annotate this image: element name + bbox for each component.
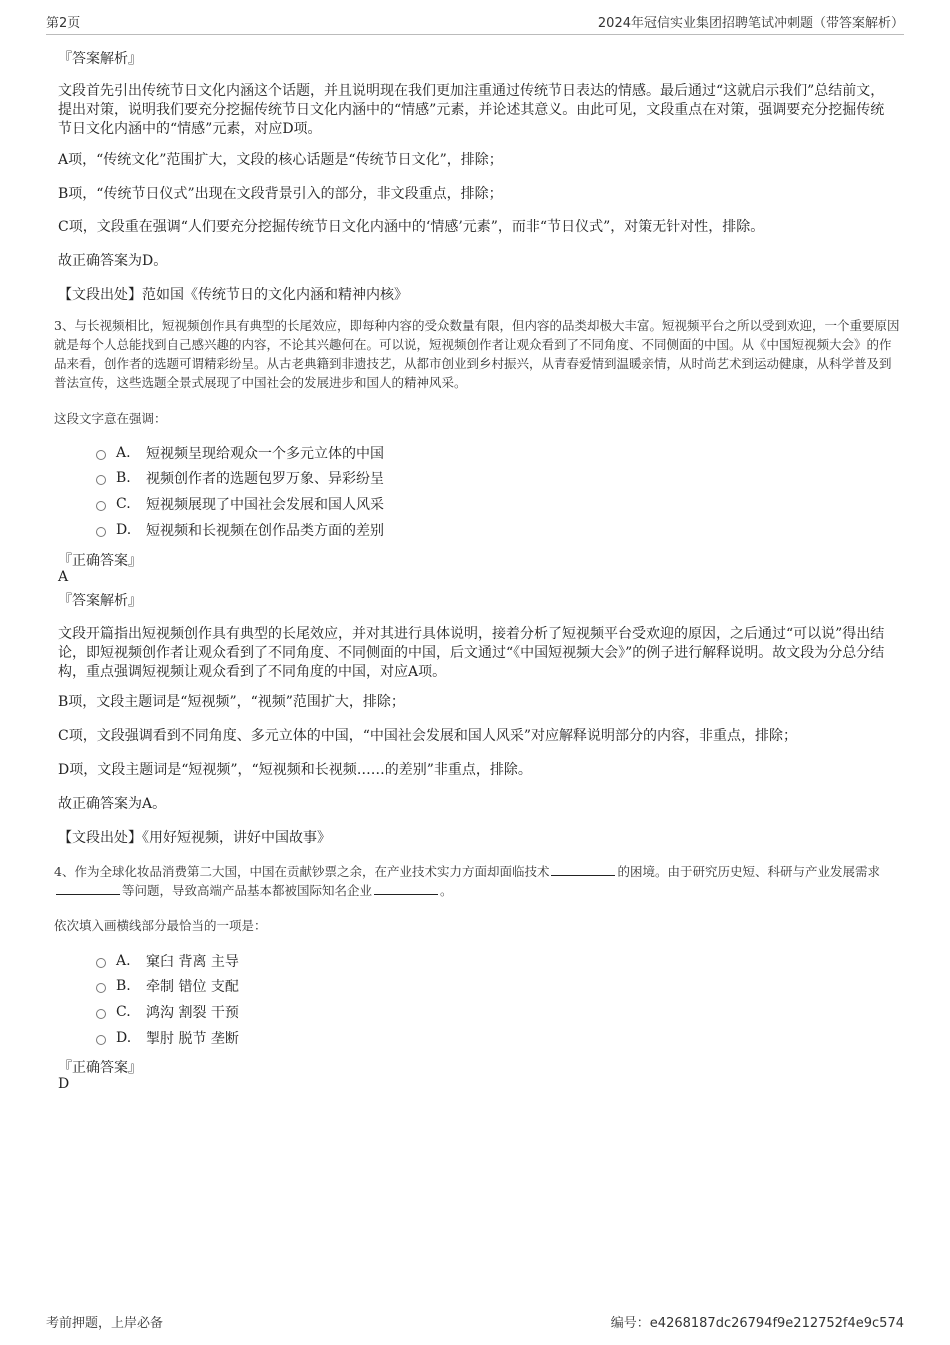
q2-analysis-option-a: A项，“传统文化”范围扩大，文段的核心话题是“传统节日文化”，排除；	[58, 152, 503, 168]
option-text: 牵制 错位 支配	[146, 979, 239, 995]
q2-source: 【文段出处】范如国《传统节日的文化内涵和精神内核》	[58, 287, 408, 303]
radio-icon[interactable]	[96, 1035, 106, 1045]
footer-slogan: 考前押题，上岸必备	[46, 1316, 164, 1331]
radio-icon[interactable]	[96, 450, 106, 460]
page-footer	[46, 1312, 904, 1331]
page-header	[46, 12, 904, 35]
q3-analysis-heading: 『答案解析』	[58, 593, 142, 609]
option-letter: B.	[116, 470, 131, 486]
q2-analysis-option-c: C项，文段重在强调“人们要充分挖掘传统节日文化内涵中的‘情感’元素”，而非“节日仪式”，对策无针对性，排除。	[58, 219, 765, 235]
option-text: 短视频展现了中国社会发展和国人风采	[146, 497, 384, 513]
option-letter: C.	[116, 496, 131, 512]
option-letter: C.	[116, 1004, 131, 1020]
q4-option-d[interactable]	[96, 1028, 239, 1048]
q2-analysis-paragraph: 文段首先引出传统节日文化内涵这个话题，并且说明现在我们更加注重通过传统节日表达的情感。最后通过“这就启示我们”总结前文，提出对策，说明我们要充分挖掘传统节日文化内涵中的“情感”元素，并论述其意义。由此可见，文段重点在对策，强调要充分挖掘传统节日文化内涵中的“情感”元素，对应D项。	[58, 83, 885, 137]
option-letter: A.	[116, 445, 131, 461]
q3-stem: 3、与长视频相比，短视频创作具有典型的长尾效应，即每种内容的受众数量有限，但内容的品类却极大丰富。短视频平台之所以受到欢迎，一个重要原因就是每个人总能找到自己感兴趣的内容，不论其兴趣何在。可以说，短视频创作者让观众看到了不同角度、不同侧面的中国。从《中国短视频大会》的作品来看，创作者的选题可谓精彩纷呈。从古老典籍到非遗技艺，从都市创业到乡村振兴，从青春爱情到温暖亲情，从时尚艺术到运动健康，从科学普及到普法宣传，这些选题全景式展现了中国社会的发展进步和国人的精神风采。	[54, 318, 900, 390]
q4-option-c[interactable]	[96, 1002, 239, 1022]
q3-analysis-paragraph: 文段开篇指出短视频创作具有典型的长尾效应，并对其进行具体说明，接着分析了短视频平台受欢迎的原因，之后通过“可以说”得出结论，即短视频创作者让观众看到了不同角度、不同侧面的中国，后文通过“《中国短视频大会》”的例子进行解释说明。故文段为分总分结构，重点强调短视频让观众看到了不同角度的中国，对应A项。	[58, 626, 885, 680]
q4-answer-heading: 『正确答案』	[58, 1060, 142, 1076]
q3-source: 【文段出处】《用好短视频，讲好中国故事》	[58, 830, 331, 846]
q3-analysis-option-d: D项，文段主题词是“短视频”，“短视频和长视频……的差别”非重点，排除。	[58, 762, 532, 778]
blank-3	[374, 882, 438, 895]
document-id: 编号：e4268187dc26794f9e212752f4e9c574	[610, 1316, 904, 1331]
q3-option-b[interactable]	[96, 468, 384, 488]
option-text: 视频创作者的选题包罗万象、异彩纷呈	[146, 471, 384, 487]
q3-analysis-option-b: B项，文段主题词是“短视频”，“视频”范围扩大，排除；	[58, 694, 405, 710]
blank-2	[56, 882, 120, 895]
q4-stem-part-1: 4、作为全球化妆品消费第二大国，中国在贡献钞票之余，在产业技术实力方面却面临技术	[54, 864, 550, 879]
q4-stem-part-2: 的困境。由于研究历史短、科研与产业发展需求	[617, 864, 880, 879]
option-letter: D.	[116, 1030, 132, 1046]
radio-icon[interactable]	[96, 475, 106, 485]
radio-icon[interactable]	[96, 983, 106, 993]
q2-analysis-option-b: B项，“传统节日仪式”出现在文段背景引入的部分，非文段重点，排除；	[58, 186, 503, 202]
q3-option-c[interactable]	[96, 494, 384, 514]
radio-icon[interactable]	[96, 527, 106, 537]
option-letter: D.	[116, 522, 132, 538]
option-letter: A.	[116, 953, 131, 969]
q4-stem	[54, 862, 900, 900]
q3-conclusion: 故正确答案为A。	[58, 796, 167, 812]
q4-stem-part-4: 。	[440, 883, 453, 898]
q3-answer-heading: 『正确答案』	[58, 553, 142, 569]
option-text: 短视频呈现给观众一个多元立体的中国	[146, 446, 384, 462]
q3-prompt: 这段文字意在强调：	[54, 411, 167, 426]
option-letter: B.	[116, 978, 131, 994]
q2-analysis-heading: 『答案解析』	[58, 51, 142, 67]
q3-answer: A	[58, 569, 69, 585]
radio-icon[interactable]	[96, 958, 106, 968]
q4-prompt: 依次填入画横线部分最恰当的一项是：	[54, 918, 267, 933]
radio-icon[interactable]	[96, 501, 106, 511]
option-text: 鸿沟 割裂 干预	[146, 1005, 239, 1021]
q2-conclusion: 故正确答案为D。	[58, 253, 168, 269]
q3-option-d[interactable]	[96, 520, 384, 540]
q4-stem-part-3: 等问题，导致高端产品基本都被国际知名企业	[122, 883, 373, 898]
option-text: 窠臼 背离 主导	[146, 954, 239, 970]
q4-option-b[interactable]	[96, 976, 239, 996]
option-text: 短视频和长视频在创作品类方面的差别	[146, 523, 384, 539]
document-title: 2024年冠信实业集团招聘笔试冲刺题（带答案解析）	[597, 16, 904, 31]
q3-option-a[interactable]	[96, 443, 384, 463]
blank-1	[551, 863, 615, 876]
q4-option-a[interactable]	[96, 951, 239, 971]
page-number: 第2页	[46, 16, 81, 31]
q3-analysis-option-c: C项，文段强调看到不同角度、多元立体的中国，“中国社会发展和国人风采”对应解释说明部分的内容，非重点，排除；	[58, 728, 798, 744]
q4-answer: D	[58, 1076, 70, 1092]
option-text: 掣肘 脱节 垄断	[146, 1031, 239, 1047]
radio-icon[interactable]	[96, 1009, 106, 1019]
